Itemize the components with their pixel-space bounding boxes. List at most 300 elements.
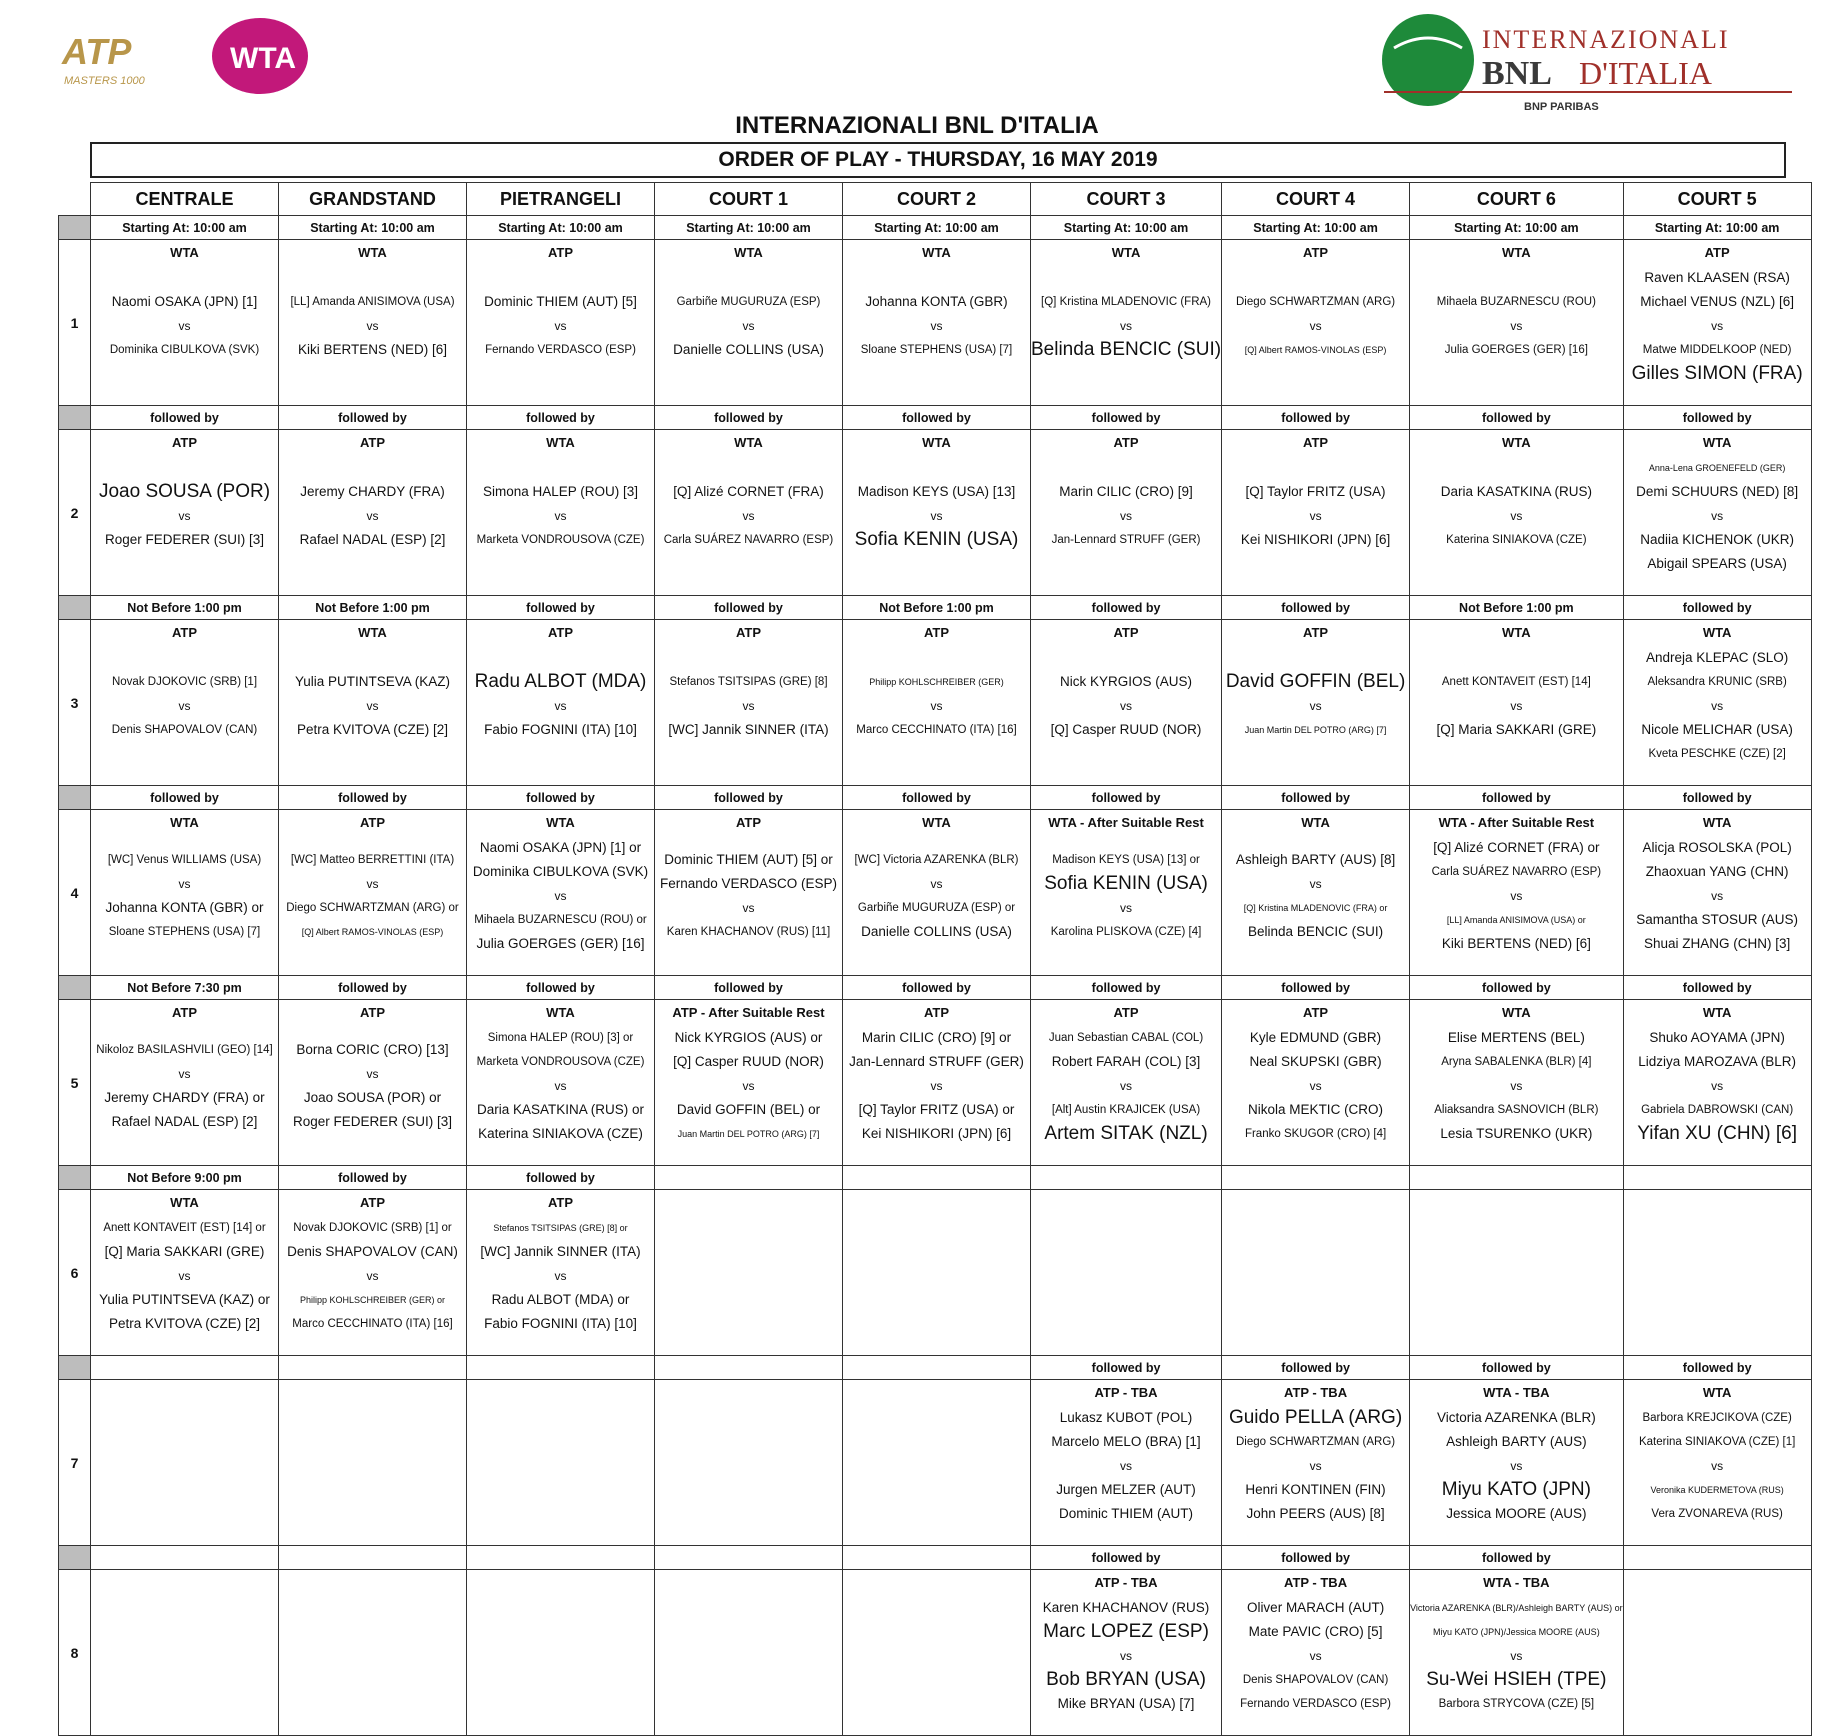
start-time-label [843, 1546, 1031, 1570]
player-name: Stefanos TSITSIPAS (GRE) [8] or [493, 1222, 628, 1233]
match-cell [655, 1570, 843, 1736]
player-name: David GOFFIN (BEL) [1225, 670, 1406, 692]
player-name: Nick KYRGIOS (AUS) [1060, 673, 1193, 689]
brand-ditalia: D'ITALIA [1579, 55, 1712, 91]
start-time-label: followed by [467, 596, 655, 620]
match-category: WTA [922, 815, 951, 830]
player-name: [Q] Maria SAKKARI (GRE) [1436, 721, 1597, 737]
match-category: ATP [547, 1195, 574, 1210]
match-category: ATP - TBA [1094, 1385, 1158, 1400]
match-number: 2 [59, 430, 91, 596]
versus-label: vs [554, 888, 567, 903]
player-name: Denis SHAPOVALOV (CAN) [1242, 1673, 1389, 1686]
match-category: WTA [1702, 815, 1732, 830]
start-time-label: followed by [1222, 596, 1410, 620]
match-cell [655, 1380, 843, 1546]
match-cell [1410, 430, 1624, 596]
player-name: Karen KHACHANOV (RUS) [1042, 1599, 1210, 1615]
match-cell [1410, 1000, 1624, 1166]
versus-label: vs [1120, 900, 1133, 915]
versus-label: vs [1309, 698, 1322, 713]
player-name: Carla SUÁREZ NAVARRO (ESP) [1431, 865, 1602, 878]
player-name: Anett KONTAVEIT (EST) [14] or [103, 1221, 266, 1234]
start-time-label: Not Before 9:00 pm [91, 1166, 279, 1190]
player-name: Naomi OSAKA (JPN) [1] [111, 293, 258, 309]
player-name: Julia GOERGES (GER) [16] [476, 935, 645, 951]
start-time-label: Starting At: 10:00 am [91, 216, 279, 240]
court-header: COURT 5 [1623, 183, 1811, 216]
player-name: Marketa VONDROUSOVA (CZE) [476, 533, 645, 546]
player-name: Miyu KATO (JPN)/Jessica MOORE (AUS) [1433, 1626, 1600, 1637]
versus-label: vs [554, 1078, 567, 1093]
player-name: [Q] Casper RUUD (NOR) [1050, 721, 1202, 737]
player-name: Denis SHAPOVALOV (CAN) [111, 723, 258, 736]
player-name: [WC] Matteo BERRETTINI (ITA) [290, 853, 455, 866]
match-category: ATP [1303, 245, 1329, 260]
match-category: WTA - After Suitable Rest [1438, 815, 1595, 830]
match-number: 1 [59, 240, 91, 406]
player-name: [Q] Kristina MLADENOVIC (FRA) [1041, 295, 1212, 308]
match-row [59, 620, 1812, 786]
player-name: Philipp KOHLSCHREIBER (GER) or [299, 1294, 446, 1305]
court-header: PIETRANGELI [467, 183, 655, 216]
player-name: Oliver MARACH (AUT) [1246, 1599, 1385, 1615]
player-name: Kveta PESCHKE (CZE) [2] [1648, 747, 1786, 760]
player-name: [LL] Amanda ANISIMOVA (USA) [290, 295, 455, 308]
match-cell [279, 240, 467, 406]
match-row [59, 1570, 1812, 1736]
start-time-label: followed by [1031, 406, 1222, 430]
row-marker [59, 406, 91, 430]
player-name: Katerina SINIAKOVA (CZE) [478, 1125, 643, 1141]
player-name: Philipp KOHLSCHREIBER (GER) [869, 676, 1004, 687]
player-name: Artem SITAK (NZL) [1044, 1122, 1208, 1144]
match-cell [467, 1000, 655, 1166]
player-name: Veronika KUDERMETOVA (RUS) [1650, 1484, 1784, 1495]
player-name: Dominic THIEM (AUT) [5] [484, 293, 637, 309]
match-category: WTA [358, 245, 387, 260]
player-name: Dominic THIEM (AUT) [5] or [664, 851, 833, 867]
versus-label: vs [930, 508, 943, 523]
start-time-label [655, 1546, 843, 1570]
player-name: Fabio FOGNINI (ITA) [10] [484, 1315, 637, 1331]
versus-label: vs [1510, 1648, 1523, 1663]
player-name: Anett KONTAVEIT (EST) [14] [1441, 675, 1591, 688]
match-category: WTA [1111, 245, 1141, 260]
player-name: [Q] Alizé CORNET (FRA) [673, 483, 824, 499]
start-time-label: followed by [1031, 786, 1222, 810]
player-name: [Q] Alizé CORNET (FRA) or [1433, 839, 1600, 855]
match-category: WTA [1702, 1005, 1732, 1020]
schedule-time-row [59, 406, 1812, 430]
start-time-label [1031, 1166, 1222, 1190]
match-cell [1222, 620, 1410, 786]
start-time-label: followed by [655, 976, 843, 1000]
start-time-label: followed by [843, 976, 1031, 1000]
versus-label: vs [1510, 1078, 1523, 1093]
match-category: ATP [547, 625, 574, 640]
start-time-label: followed by [1623, 596, 1811, 620]
match-category: WTA [1502, 435, 1531, 450]
match-category: WTA [546, 1005, 575, 1020]
versus-label: vs [1510, 318, 1523, 333]
match-cell [1031, 1190, 1222, 1356]
match-cell [1222, 430, 1410, 596]
versus-label: vs [1309, 1458, 1322, 1473]
atp-logo: ATP [62, 31, 132, 72]
match-cell [1410, 1570, 1624, 1736]
match-cell [655, 1000, 843, 1166]
versus-label: vs [1309, 1648, 1322, 1663]
player-name: Novak DJOKOVIC (SRB) [1] or [293, 1221, 452, 1234]
match-row [59, 240, 1812, 406]
player-name: Simona HALEP (ROU) [3] [482, 483, 639, 499]
player-name: Nick KYRGIOS (AUS) or [674, 1029, 823, 1045]
row-marker [59, 976, 91, 1000]
schedule-time-row [59, 596, 1812, 620]
player-name: Katerina SINIAKOVA (CZE) [1] [1638, 1435, 1796, 1448]
player-name: Belinda BENCIC (SUI) [1031, 338, 1222, 360]
start-time-label: followed by [1623, 786, 1811, 810]
match-category: ATP [359, 815, 386, 830]
start-time-label: Starting At: 10:00 am [1623, 216, 1811, 240]
court-header-row [59, 183, 1812, 216]
player-name: Jeremy CHARDY (FRA) [300, 483, 445, 499]
player-name: Ashleigh BARTY (AUS) [1446, 1433, 1587, 1449]
start-time-label: followed by [843, 786, 1031, 810]
match-category: ATP [1704, 245, 1730, 260]
match-cell [91, 1570, 279, 1736]
player-name: Garbiñe MUGURUZA (ESP) or [857, 901, 1016, 914]
row-marker [59, 216, 91, 240]
masters-logo-text: MASTERS 1000 [64, 75, 145, 87]
versus-label: vs [178, 318, 191, 333]
start-time-label [843, 1166, 1031, 1190]
player-name: Juan Sebastian CABAL (COL) [1048, 1031, 1204, 1044]
match-cell [843, 810, 1031, 976]
match-cell [279, 810, 467, 976]
player-name: Radu ALBOT (MDA) [474, 670, 647, 692]
match-category: ATP [359, 1195, 386, 1210]
schedule-time-row [59, 976, 1812, 1000]
court-header: COURT 2 [843, 183, 1031, 216]
versus-label: vs [1510, 1458, 1523, 1473]
player-name: Katerina SINIAKOVA (CZE) [1446, 533, 1587, 546]
start-time-label: followed by [1222, 786, 1410, 810]
player-name: Samantha STOSUR (AUS) [1636, 911, 1799, 927]
match-category: ATP [1113, 1005, 1139, 1020]
versus-label: vs [366, 508, 379, 523]
player-name: Fabio FOGNINI (ITA) [10] [484, 721, 637, 737]
versus-label: vs [1711, 698, 1724, 713]
versus-label: vs [178, 508, 191, 523]
match-cell [91, 1000, 279, 1166]
match-cell [655, 1190, 843, 1356]
start-time-label [1623, 1166, 1811, 1190]
match-category: ATP [1303, 625, 1329, 640]
match-category: ATP [1113, 625, 1139, 640]
internazionali-logo [1374, 8, 1794, 118]
player-name: Danielle COLLINS (USA) [861, 923, 1012, 939]
match-cell [1623, 1190, 1811, 1356]
start-time-label [467, 1356, 655, 1380]
player-name: Dominic THIEM (AUT) [1059, 1505, 1194, 1521]
player-name: Lidziya MAROZAVA (BLR) [1638, 1053, 1797, 1069]
court-header: COURT 6 [1410, 183, 1624, 216]
player-name: Gabriela DABROWSKI (CAN) [1641, 1103, 1794, 1116]
player-name: Radu ALBOT (MDA) or [491, 1291, 630, 1307]
match-cell [1222, 810, 1410, 976]
player-name: [Q] Albert RAMOS-VINOLAS (ESP) [1244, 344, 1387, 355]
match-cell [1410, 1190, 1624, 1356]
start-time-label: Starting At: 10:00 am [467, 216, 655, 240]
versus-label: vs [1711, 508, 1724, 523]
player-name: Diego SCHWARTZMAN (ARG) or [286, 901, 459, 914]
page-title: INTERNAZIONALI BNL D'ITALIA [735, 112, 1099, 139]
match-category: WTA [546, 435, 575, 450]
row-marker [59, 1166, 91, 1190]
atp-wta-logos [60, 12, 320, 102]
match-category: WTA [734, 245, 763, 260]
player-name: Michael VENUS (NZL) [6] [1640, 293, 1795, 309]
match-cell [279, 430, 467, 596]
match-row [59, 1380, 1812, 1546]
player-name: Nikola MEKTIC (CRO) [1248, 1101, 1384, 1117]
player-name: Neal SKUPSKI (GBR) [1249, 1053, 1382, 1069]
match-cell [1623, 810, 1811, 976]
start-time-label: followed by [1410, 1546, 1624, 1570]
start-time-label [655, 1166, 843, 1190]
match-cell [843, 1190, 1031, 1356]
match-category: WTA [1301, 815, 1330, 830]
player-name: Daria KASATKINA (RUS) or [476, 1101, 645, 1117]
versus-label: vs [1711, 888, 1724, 903]
match-cell [467, 620, 655, 786]
player-name: Johanna KONTA (GBR) or [105, 899, 264, 915]
versus-label: vs [1309, 318, 1322, 333]
row-marker [59, 786, 91, 810]
player-name: Novak DJOKOVIC (SRB) [1] [111, 675, 258, 688]
player-name: Naomi OSAKA (JPN) [1] or [479, 839, 642, 855]
match-cell [467, 1380, 655, 1546]
match-number: 3 [59, 620, 91, 786]
start-time-label [91, 1546, 279, 1570]
player-name: Andreja KLEPAC (SLO) [1645, 649, 1789, 665]
player-name: [WC] Jannik SINNER (ITA) [480, 1243, 641, 1259]
start-time-label: Starting At: 10:00 am [1222, 216, 1410, 240]
match-cell [279, 1190, 467, 1356]
match-category: ATP [171, 1005, 198, 1020]
match-cell [655, 810, 843, 976]
player-name: Marketa VONDROUSOVA (CZE) [476, 1055, 645, 1068]
start-time-label: followed by [467, 786, 655, 810]
match-category: ATP - TBA [1284, 1385, 1348, 1400]
start-time-label: followed by [91, 786, 279, 810]
versus-label: vs [742, 900, 755, 915]
match-category: WTA [922, 435, 951, 450]
match-cell [91, 1380, 279, 1546]
start-time-label: Starting At: 10:00 am [1410, 216, 1624, 240]
start-time-label [279, 1546, 467, 1570]
match-category: ATP [171, 625, 198, 640]
versus-label: vs [178, 1066, 191, 1081]
versus-label: vs [178, 876, 191, 891]
match-cell [91, 430, 279, 596]
match-category: WTA [546, 815, 575, 830]
player-name: Robert FARAH (COL) [3] [1051, 1053, 1201, 1069]
start-time-label: Starting At: 10:00 am [1031, 216, 1222, 240]
player-name: Ashleigh BARTY (AUS) [8] [1235, 851, 1396, 867]
player-name: Aleksandra KRUNIC (SRB) [1647, 675, 1787, 688]
player-name: Marin CILIC (CRO) [9] or [861, 1029, 1012, 1045]
player-name: Simona HALEP (ROU) [3] or [487, 1031, 634, 1044]
match-category: ATP [171, 435, 198, 450]
versus-label: vs [930, 318, 943, 333]
player-name: Fernando VERDASCO (ESP) [485, 343, 636, 356]
match-cell [843, 1000, 1031, 1166]
versus-label: vs [1120, 318, 1133, 333]
match-cell [1410, 620, 1624, 786]
match-number: 8 [59, 1570, 91, 1736]
player-name: Bob BRYAN (USA) [1046, 1668, 1206, 1690]
player-name: Diego SCHWARTZMAN (ARG) [1236, 295, 1396, 308]
versus-label: vs [1120, 1078, 1133, 1093]
player-name: Jan-Lennard STRUFF (GER) [1051, 533, 1201, 546]
player-name: Marcelo MELO (BRA) [1] [1051, 1433, 1201, 1449]
start-time-label: followed by [279, 406, 467, 430]
schedule-time-row [59, 216, 1812, 240]
player-name: Vera ZVONAREVA (RUS) [1651, 1507, 1783, 1520]
versus-label: vs [1711, 1078, 1724, 1093]
start-time-label: Not Before 7:30 pm [91, 976, 279, 1000]
player-name: Dominika CIBULKOVA (SVK) [109, 343, 260, 356]
player-name: [LL] Amanda ANISIMOVA (USA) or [1446, 914, 1586, 925]
match-category: WTA [1702, 1385, 1732, 1400]
corner-cell [59, 183, 91, 216]
court-header: COURT 3 [1031, 183, 1222, 216]
start-time-label: Not Before 1:00 pm [91, 596, 279, 620]
match-cell [279, 1000, 467, 1166]
match-category: ATP [1113, 435, 1139, 450]
match-cell [91, 1190, 279, 1356]
match-cell [1031, 810, 1222, 976]
player-name: John PEERS (AUS) [8] [1246, 1505, 1385, 1521]
start-time-label: Not Before 1:00 pm [279, 596, 467, 620]
player-name: [Alt] Austin KRAJICEK (USA) [1051, 1103, 1201, 1116]
match-cell [1623, 1000, 1811, 1166]
player-name: Karolina PLISKOVA (CZE) [4] [1050, 925, 1202, 938]
match-number: 5 [59, 1000, 91, 1166]
player-name: Marin CILIC (CRO) [9] [1059, 483, 1193, 499]
versus-label: vs [178, 1268, 191, 1283]
match-cell [1623, 240, 1811, 406]
player-name: Sofia KENIN (USA) [854, 528, 1019, 550]
player-name: Nadiia KICHENOK (UKR) [1640, 531, 1795, 547]
match-cell [467, 810, 655, 976]
match-cell [655, 430, 843, 596]
versus-label: vs [554, 698, 567, 713]
match-cell [1623, 1570, 1811, 1736]
start-time-label: followed by [1410, 406, 1624, 430]
match-number: 6 [59, 1190, 91, 1356]
match-cell [279, 620, 467, 786]
match-cell [1031, 1380, 1222, 1546]
player-name: Anna-Lena GROENEFELD (GER) [1648, 462, 1786, 473]
wta-logo: WTA [230, 42, 297, 75]
match-cell [1410, 810, 1624, 976]
player-name: Petra KVITOVA (CZE) [2] [296, 721, 449, 737]
start-time-label: Not Before 1:00 pm [1410, 596, 1624, 620]
versus-label: vs [742, 508, 755, 523]
start-time-label: Not Before 1:00 pm [843, 596, 1031, 620]
player-name: [WC] Jannik SINNER (ITA) [668, 721, 829, 737]
start-time-label: followed by [655, 786, 843, 810]
player-name: [Q] Albert RAMOS-VINOLAS (ESP) [301, 926, 444, 937]
player-name: Henri KONTINEN (FIN) [1245, 1481, 1386, 1497]
start-time-label [843, 1356, 1031, 1380]
match-category: ATP - TBA [1284, 1575, 1348, 1590]
player-name: Fernando VERDASCO (ESP) [659, 875, 838, 891]
start-time-label: followed by [1410, 976, 1624, 1000]
match-cell [1031, 430, 1222, 596]
player-name: Johanna KONTA (GBR) [865, 293, 1008, 309]
start-time-label: followed by [1623, 406, 1811, 430]
start-time-label: followed by [279, 976, 467, 1000]
player-name: Kiki BERTENS (NED) [6] [1441, 935, 1591, 951]
start-time-label: followed by [1222, 1546, 1410, 1570]
match-category: WTA [922, 245, 951, 260]
match-category: ATP [923, 625, 950, 640]
brand-sponsor: BNP PARIBAS [1524, 101, 1599, 113]
match-category: ATP [359, 1005, 386, 1020]
player-name: [WC] Venus WILLIAMS (USA) [107, 853, 262, 866]
player-name: Elise MERTENS (BEL) [1447, 1029, 1585, 1045]
player-name: Sofia KENIN (USA) [1044, 872, 1208, 894]
match-cell [1222, 1380, 1410, 1546]
match-cell [843, 620, 1031, 786]
match-cell [91, 810, 279, 976]
start-time-label [655, 1356, 843, 1380]
player-name: Lukasz KUBOT (POL) [1059, 1409, 1193, 1425]
match-cell [1031, 620, 1222, 786]
schedule-time-row [59, 1356, 1812, 1380]
versus-label: vs [1309, 876, 1322, 891]
start-time-label: followed by [279, 786, 467, 810]
player-name: Aliaksandra SASNOVICH (BLR) [1434, 1103, 1599, 1116]
start-time-label: followed by [1031, 1356, 1222, 1380]
versus-label: vs [1711, 1458, 1724, 1473]
versus-label: vs [554, 318, 567, 333]
player-name: Barbora STRYCOVA (CZE) [5] [1438, 1697, 1595, 1710]
versus-label: vs [554, 508, 567, 523]
match-cell [1222, 240, 1410, 406]
match-cell [1031, 1000, 1222, 1166]
player-name: Guido PELLA (ARG) [1228, 1406, 1403, 1428]
court-header: COURT 1 [655, 183, 843, 216]
player-name: Juan Martin DEL POTRO (ARG) [7] [677, 1128, 820, 1139]
match-cell [1031, 1570, 1222, 1736]
match-category: ATP [923, 1005, 950, 1020]
player-name: Yifan XU (CHN) [6] [1637, 1122, 1798, 1144]
schedule-time-row [59, 1166, 1812, 1190]
player-name: Su-Wei HSIEH (TPE) [1426, 1668, 1607, 1690]
player-name: Madison KEYS (USA) [13] or [1052, 853, 1200, 866]
match-category: WTA [1502, 625, 1531, 640]
match-category: WTA [358, 625, 387, 640]
player-name: Mike BRYAN (USA) [7] [1057, 1695, 1195, 1711]
versus-label: vs [1510, 508, 1523, 523]
match-cell [843, 430, 1031, 596]
